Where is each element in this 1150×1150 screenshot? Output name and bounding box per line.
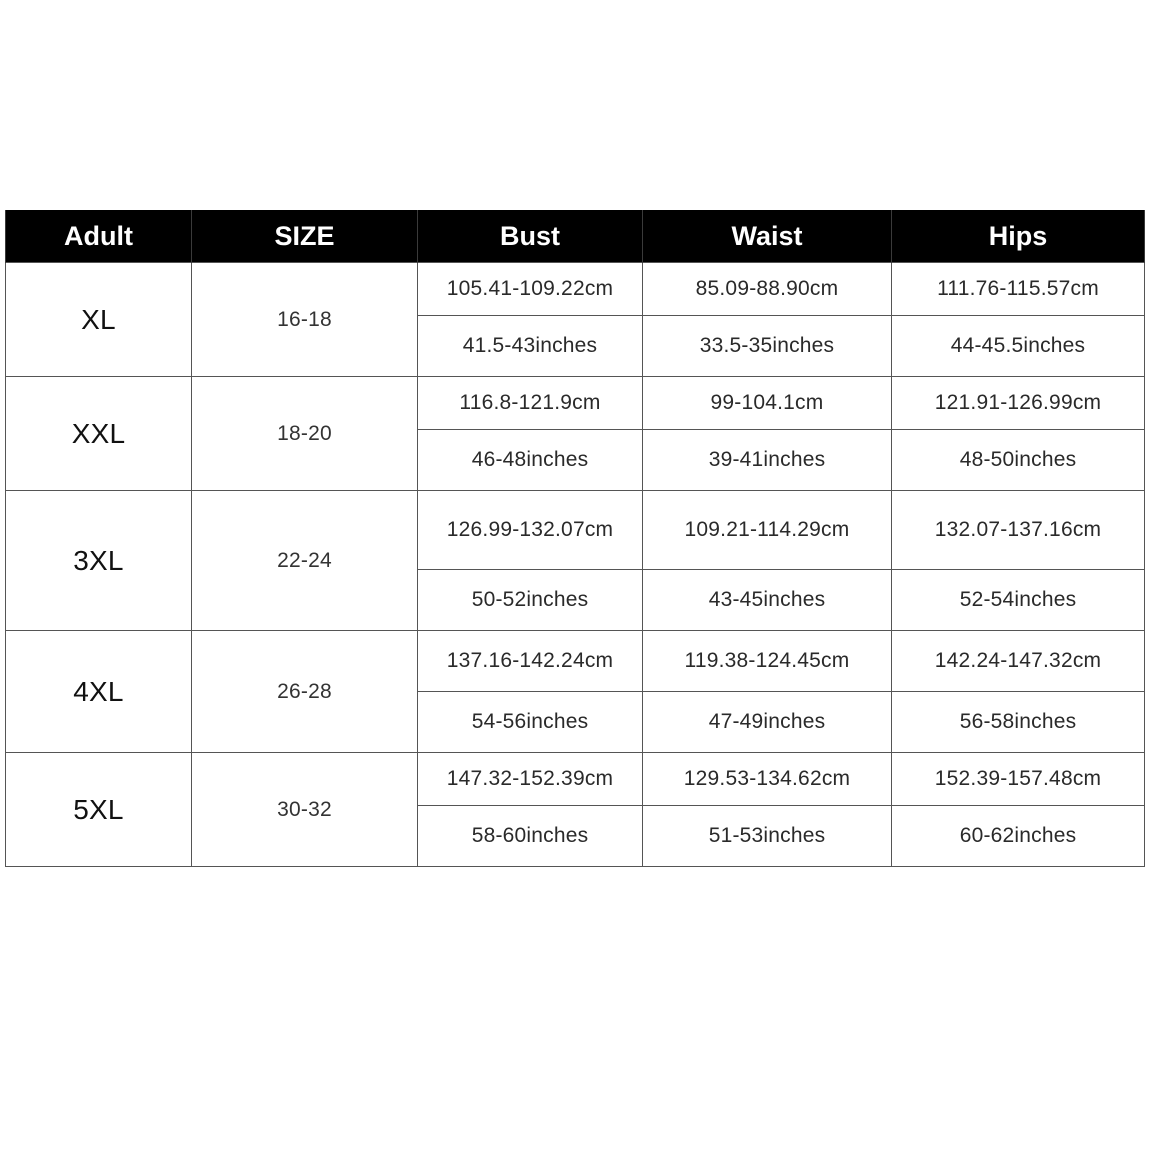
hips-inches-cell: 52-54inches <box>892 570 1145 631</box>
adult-size-cell: XXL <box>6 377 192 491</box>
hips-cm-cell: 111.76-115.57cm <box>892 263 1145 316</box>
table-row-4xl-cm <box>6 631 1145 692</box>
hips-cm-cell: 142.24-147.32cm <box>892 631 1145 692</box>
waist-inches-cell: 39-41inches <box>643 430 892 491</box>
table-header <box>6 210 1145 263</box>
waist-inches-cell: 33.5-35inches <box>643 316 892 377</box>
waist-inches-cell: 43-45inches <box>643 570 892 631</box>
size-chart-table <box>5 210 1145 867</box>
bust-cm-cell: 126.99-132.07cm <box>418 491 643 570</box>
numeric-size-cell: 26-28 <box>192 631 418 753</box>
waist-cm-cell: 85.09-88.90cm <box>643 263 892 316</box>
bust-cm-cell: 137.16-142.24cm <box>418 631 643 692</box>
header-adult: Adult <box>6 210 192 263</box>
bust-inches-cell: 41.5-43inches <box>418 316 643 377</box>
bust-inches-cell: 58-60inches <box>418 806 643 867</box>
bust-inches-cell: 46-48inches <box>418 430 643 491</box>
bust-inches-cell: 54-56inches <box>418 692 643 753</box>
adult-size-cell: 4XL <box>6 631 192 753</box>
hips-inches-cell: 60-62inches <box>892 806 1145 867</box>
waist-cm-cell: 109.21-114.29cm <box>643 491 892 570</box>
numeric-size-cell: 18-20 <box>192 377 418 491</box>
bust-cm-cell: 147.32-152.39cm <box>418 753 643 806</box>
hips-inches-cell: 56-58inches <box>892 692 1145 753</box>
numeric-size-cell: 22-24 <box>192 491 418 631</box>
header-hips: Hips <box>892 210 1145 263</box>
hips-cm-cell: 152.39-157.48cm <box>892 753 1145 806</box>
waist-cm-cell: 129.53-134.62cm <box>643 753 892 806</box>
numeric-size-cell: 16-18 <box>192 263 418 377</box>
header-waist: Waist <box>643 210 892 263</box>
table-body <box>6 263 1145 867</box>
numeric-size-cell: 30-32 <box>192 753 418 867</box>
hips-cm-cell: 121.91-126.99cm <box>892 377 1145 430</box>
bust-cm-cell: 105.41-109.22cm <box>418 263 643 316</box>
waist-cm-cell: 99-104.1cm <box>643 377 892 430</box>
header-bust: Bust <box>418 210 643 263</box>
header-size: SIZE <box>192 210 418 263</box>
waist-inches-cell: 51-53inches <box>643 806 892 867</box>
adult-size-cell: XL <box>6 263 192 377</box>
waist-cm-cell: 119.38-124.45cm <box>643 631 892 692</box>
table-row-3xl-cm <box>6 491 1145 570</box>
hips-cm-cell: 132.07-137.16cm <box>892 491 1145 570</box>
table-row-xl-cm <box>6 263 1145 316</box>
hips-inches-cell: 44-45.5inches <box>892 316 1145 377</box>
header-row <box>6 210 1145 263</box>
bust-cm-cell: 116.8-121.9cm <box>418 377 643 430</box>
bust-inches-cell: 50-52inches <box>418 570 643 631</box>
adult-size-cell: 3XL <box>6 491 192 631</box>
table-row-xxl-cm <box>6 377 1145 430</box>
hips-inches-cell: 48-50inches <box>892 430 1145 491</box>
adult-size-cell: 5XL <box>6 753 192 867</box>
table-row-5xl-cm <box>6 753 1145 806</box>
waist-inches-cell: 47-49inches <box>643 692 892 753</box>
